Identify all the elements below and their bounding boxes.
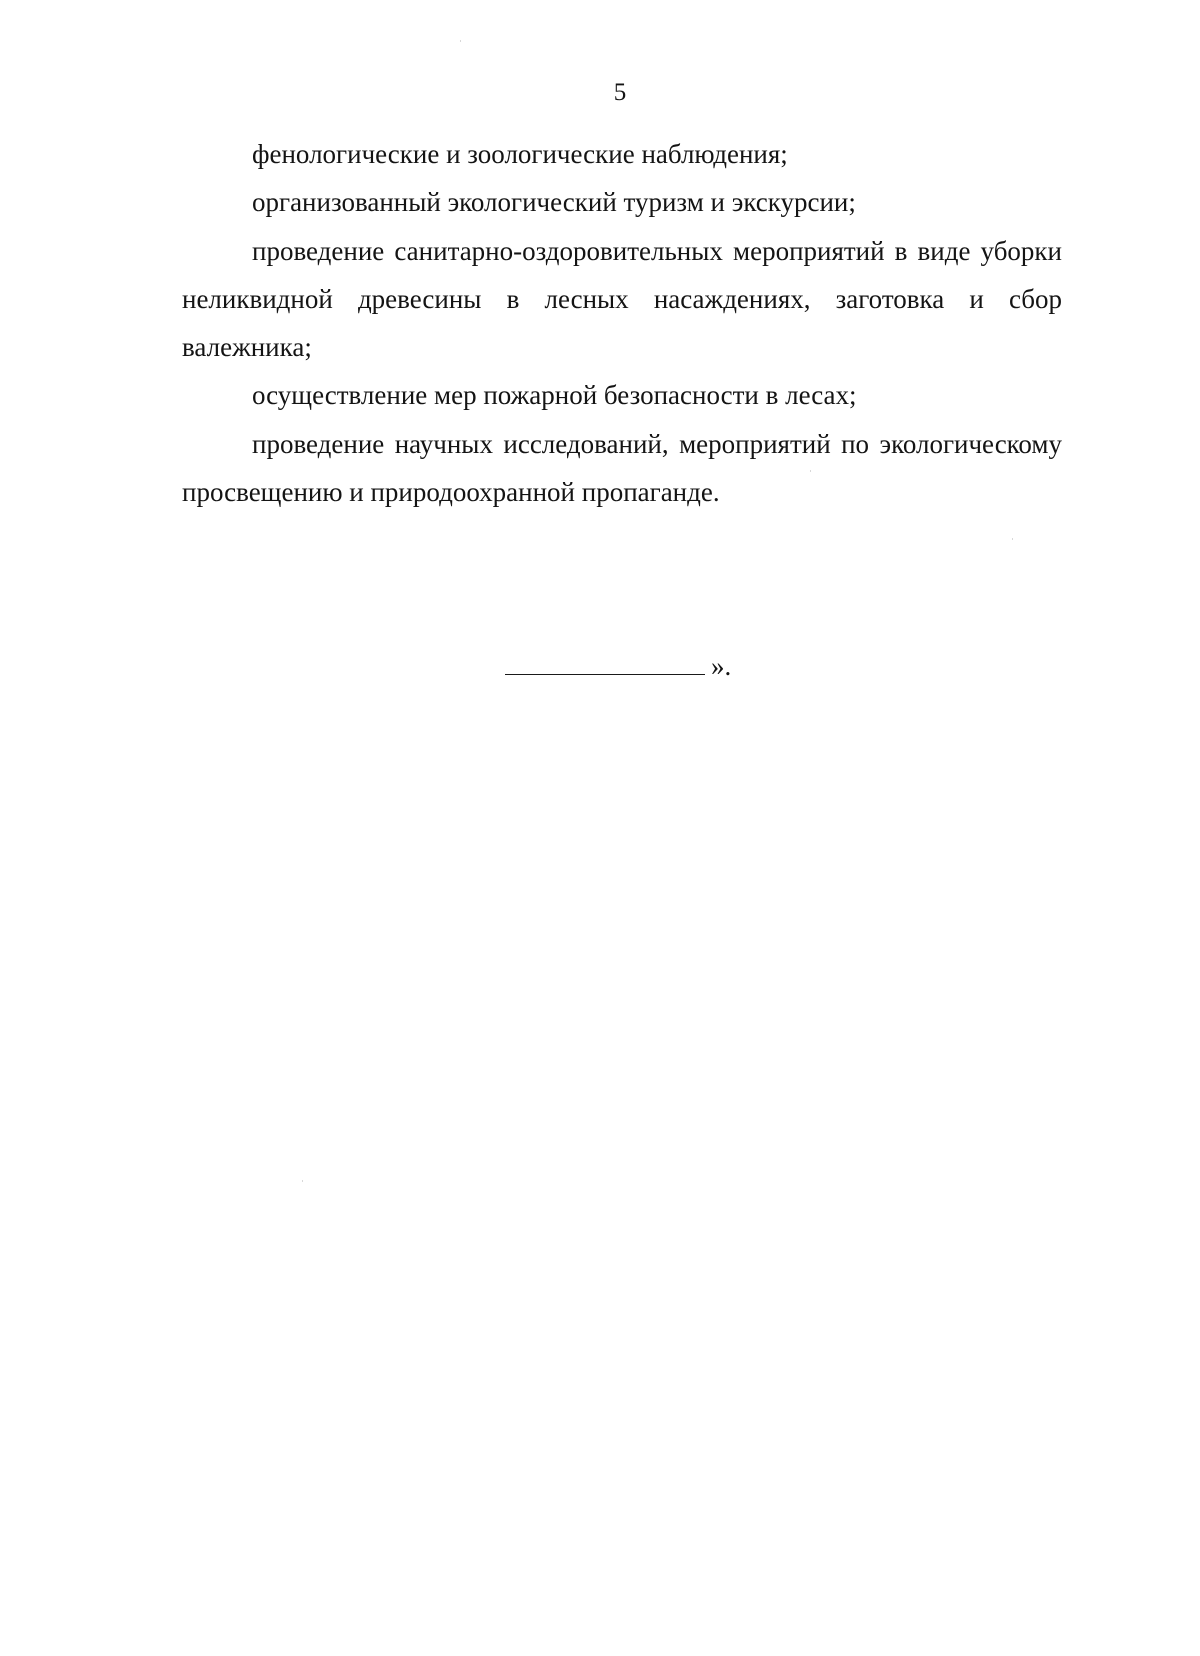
paragraph-fire-safety: осуществление мер пожарной безопасности в лесах; [252, 380, 857, 411]
closing-rule [505, 654, 705, 675]
paragraph-eco-tourism: организованный экологический туризм и экскурсии; [252, 187, 856, 218]
scan-speck [460, 40, 461, 42]
scan-speck [810, 470, 811, 472]
scan-speck [1012, 538, 1013, 540]
paragraph-scientific-research: проведение научных исследований, мероприятий по экологическому просвещению и природоохранной пропаганде. [182, 428, 1062, 508]
closing-line-block [505, 648, 731, 684]
closing-quote-mark: ». [711, 651, 732, 681]
page-number: 5 [613, 79, 627, 106]
document-body [182, 130, 1062, 516]
scan-speck [302, 1180, 303, 1182]
paragraph-sanitary-measures: проведение санитарно-оздоровительных мероприятий в виде уборки неликвидной древесины в лесных насаждениях, заготовка и сбор валежника; [182, 235, 1062, 363]
paragraph-phenological-observations: фенологические и зоологические наблюдения; [252, 139, 788, 169]
